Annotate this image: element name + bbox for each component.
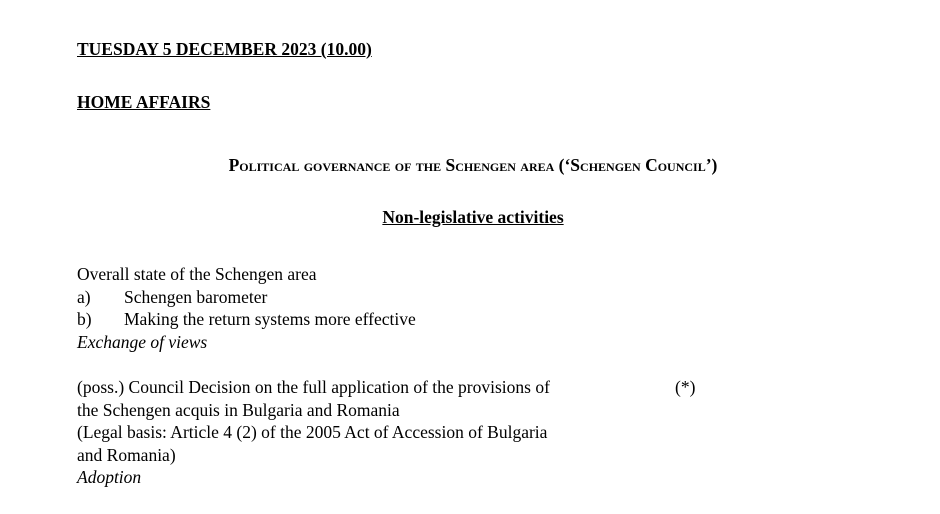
agenda-item-note: Exchange of views: [77, 331, 208, 352]
agenda-sub-item: [77, 308, 416, 331]
agenda-item-note: Adoption: [77, 467, 142, 487]
agenda-item-title: Overall state of the Schengen area: [77, 264, 317, 284]
sub-item-letter: a): [77, 286, 91, 307]
meeting-date-heading: TUESDAY 5 DECEMBER 2023 (10.00): [77, 39, 372, 59]
agenda-item-line: (Legal basis: Article 4 (2) of the 2005 Act of Accession of Bulgaria: [77, 422, 548, 442]
agenda-item: [77, 376, 637, 489]
council-title: Political governance of the Schengen area (‘Schengen Council’): [228, 155, 718, 175]
sub-item-text: Making the return systems more effective: [124, 309, 416, 329]
activities-heading: Non-legislative activities: [382, 207, 564, 227]
section-heading: HOME AFFAIRS: [77, 92, 211, 112]
agenda-item-line: the Schengen acquis in Bulgaria and Romania: [77, 399, 400, 420]
agenda-item-line: (poss.) Council Decision on the full application of the provisions of: [77, 377, 550, 397]
agenda-sub-item: [77, 286, 416, 309]
agenda-item-line: and Romania): [77, 444, 176, 465]
agenda-item: [77, 263, 416, 353]
sub-item-text: Schengen barometer: [124, 286, 268, 307]
sub-item-letter: b): [77, 309, 92, 329]
asterisk-marker: (*): [675, 377, 696, 397]
